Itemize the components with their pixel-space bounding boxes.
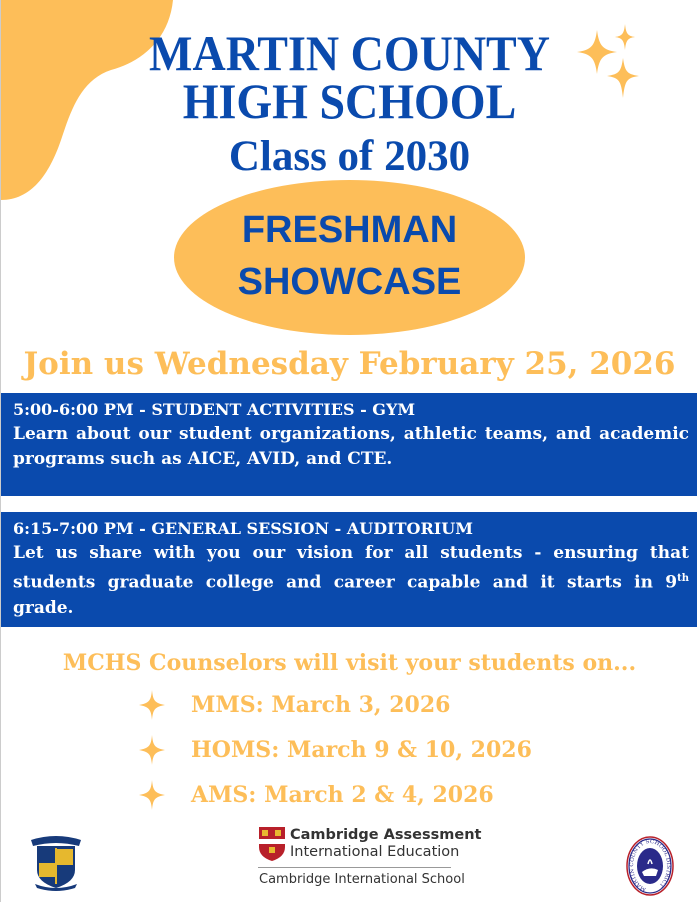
event-title — [174, 204, 525, 308]
visits-heading: MCHS Counselors will visit your students on... — [62, 650, 637, 676]
visit-item-text: AMS: March 2 & 4, 2026 — [191, 782, 494, 808]
district-seal-text-path: MARTIN COUNTY SCHOOL DISTRICT — [628, 838, 672, 893]
session-block-2 — [1, 512, 697, 627]
session-description-end: grade. — [13, 597, 74, 618]
sparkle-icon — [139, 690, 165, 720]
session-description-text: Let us share with you our vision for all students - ensuring that students graduate college and career capable and it starts in 9 — [13, 543, 689, 593]
superscript: th — [677, 573, 689, 584]
event-date: Join us Wednesday February 25, 2026 — [23, 346, 676, 382]
session-heading: 6:15-7:00 PM - GENERAL SESSION - AUDITORIUM — [13, 519, 473, 538]
sparkle-icon — [139, 735, 165, 765]
session-heading: 5:00-6:00 PM - STUDENT ACTIVITIES - GYM — [13, 400, 416, 419]
sparkle-icon — [139, 780, 165, 810]
event-title-line2: SHOWCASE — [237, 261, 462, 303]
cambridge-name-line2: International Education — [290, 844, 460, 860]
visit-item — [139, 690, 450, 720]
event-title-line1: FRESHMAN — [241, 209, 458, 251]
class-of-label: Class of 2030 — [228, 133, 471, 180]
cambridge-shield-icon — [259, 827, 285, 861]
cambridge-name-line1: Cambridge Assessment — [290, 827, 482, 843]
session-description: Learn about our student organizations, athletic teams, and academic programs such as AICE, AVID, and CTE. — [13, 424, 689, 469]
cambridge-school-label: Cambridge International School — [259, 872, 465, 887]
mchs-crest-logo — [29, 832, 83, 892]
sparkle-icon — [573, 22, 645, 100]
visit-item-text: HOMS: March 9 & 10, 2026 — [191, 737, 532, 763]
school-name-line1: MARTIN COUNTY — [149, 25, 550, 81]
school-district-seal — [626, 836, 674, 896]
session-block-1 — [1, 393, 697, 496]
school-name-line2: HIGH SCHOOL — [182, 73, 517, 129]
visit-item-text: MMS: March 3, 2026 — [191, 692, 451, 718]
visit-item — [139, 735, 532, 765]
session-description — [13, 541, 689, 621]
visit-item — [139, 780, 494, 810]
divider — [258, 867, 451, 868]
